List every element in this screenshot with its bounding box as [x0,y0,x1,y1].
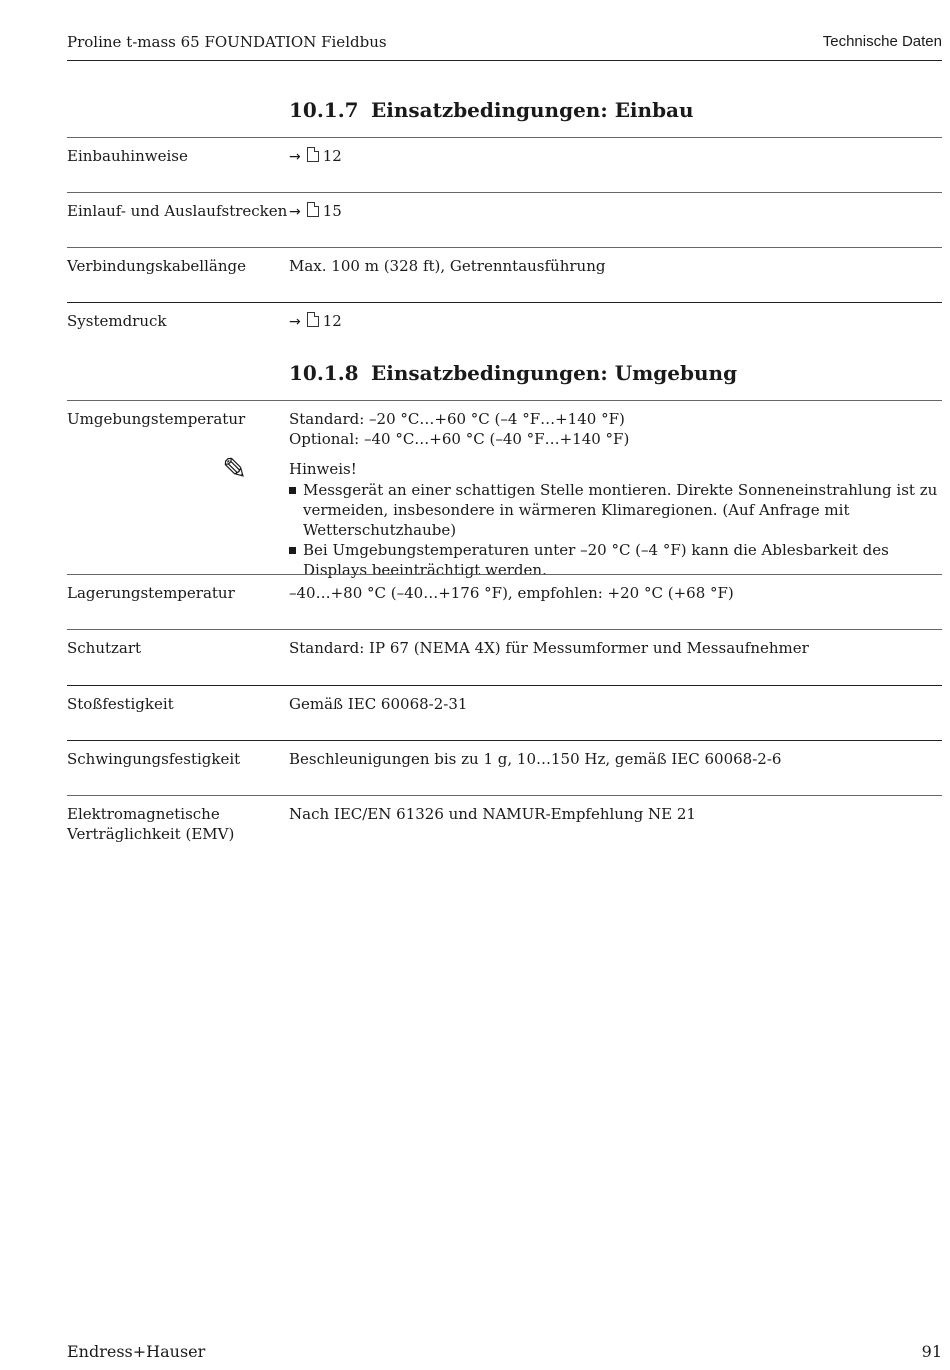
note-list [289,480,942,580]
row-label-emv-line2: Verträglichkeit (EMV) [67,825,235,843]
temperature-optional: Optional: –40 °C…+60 °C (–40 °F…+140 °F) [289,430,630,448]
table-rule [67,192,942,193]
row-value-lagerungstemperatur: –40…+80 °C (–40…+176 °F), empfohlen: +20 °C (+68 °F) [289,584,734,602]
row-label-emv [67,804,234,844]
page-reference-systemdruck[interactable] [289,311,942,332]
header-document-title: Proline t-mass 65 FOUNDATION Fieldbus [67,33,387,51]
table-rule [67,740,942,741]
row-label-stossfestigkeit: Stoßfestigkeit [67,695,174,713]
row-value-stossfestigkeit: Gemäß IEC 60068-2-31 [289,695,468,713]
row-label-schutzart: Schutzart [67,639,142,657]
header-rule [67,60,942,61]
table-rule [67,629,942,630]
row-label-lagerungstemperatur: Lagerungstemperatur [67,584,235,602]
note-text: Messgerät an einer schattigen Stelle montieren. Direkte Sonneneinstrahlung ist zu vermeiden, insbesondere in wärmeren Klimaregionen. (Auf Anfrage mit Wetterschutzhaube) [303,481,938,539]
table-rule [67,137,942,138]
page-reference-einbauhinweise[interactable] [289,146,942,167]
table-rule [67,574,942,575]
table-rule [67,400,942,401]
row-value-emv: Nach IEC/EN 61326 und NAMUR-Empfehlung NE 21 [289,805,696,823]
row-value-schwingungsfestigkeit: Beschleunigungen bis zu 1 g, 10…150 Hz, gemäß IEC 60068-2-6 [289,750,782,768]
row-label-systemdruck: Systemdruck [67,312,167,330]
pencil-icon: ✎ [222,452,248,487]
row-label-umgebungstemperatur: Umgebungstemperatur [67,410,246,428]
table-rule [67,302,942,303]
row-label-einbauhinweise: Einbauhinweise [67,147,188,165]
row-value-schutzart: Standard: IP 67 (NEMA 4X) für Messumformer und Messaufnehmer [289,639,809,657]
row-value-kabellaenge: Max. 100 m (328 ft), Getrenntausführung [289,257,606,275]
row-label-kabellaenge: Verbindungskabellänge [67,257,246,275]
bullet-icon [289,487,296,494]
row-label-emv-line1: Elektromagnetische [67,805,220,823]
footer-page-number: 91 [921,1342,942,1361]
section-title: Einsatzbedingungen: Umgebung [371,361,738,385]
footer-brand: Endress+Hauser [67,1342,206,1361]
section-heading-einbau [289,98,694,122]
page-number: 12 [322,147,342,165]
page-number: 12 [322,312,342,330]
arrow-right-icon: → [289,149,301,165]
arrow-right-icon: → [289,204,301,220]
row-value-umgebungstemperatur [289,409,942,449]
header-chapter-title: Technische Daten [822,33,942,50]
note-text: Bei Umgebungstemperaturen unter –20 °C (–4 °F) kann die Ablesbarkeit des Displays beeinträchtigt werden. [303,541,889,579]
section-number: 10.1.8 [289,361,359,385]
table-rule [67,795,942,796]
section-number: 10.1.7 [289,98,359,122]
arrow-right-icon: → [289,314,301,330]
page-icon [307,147,319,162]
temperature-standard: Standard: –20 °C…+60 °C (–4 °F…+140 °F) [289,410,625,428]
note-title: Hinweis! [289,460,357,478]
section-heading-umgebung [289,361,737,385]
bullet-icon [289,547,296,554]
list-item [289,480,942,540]
table-rule [67,247,942,248]
page-number: 15 [322,202,342,220]
page-reference-einlauf[interactable] [289,201,942,222]
row-label-einlauf: Einlauf- und Auslaufstrecken [67,202,288,220]
section-title: Einsatzbedingungen: Einbau [371,98,694,122]
page-icon [307,202,319,217]
table-rule [67,685,942,686]
row-label-schwingungsfestigkeit: Schwingungsfestigkeit [67,750,241,768]
page-icon [307,312,319,327]
